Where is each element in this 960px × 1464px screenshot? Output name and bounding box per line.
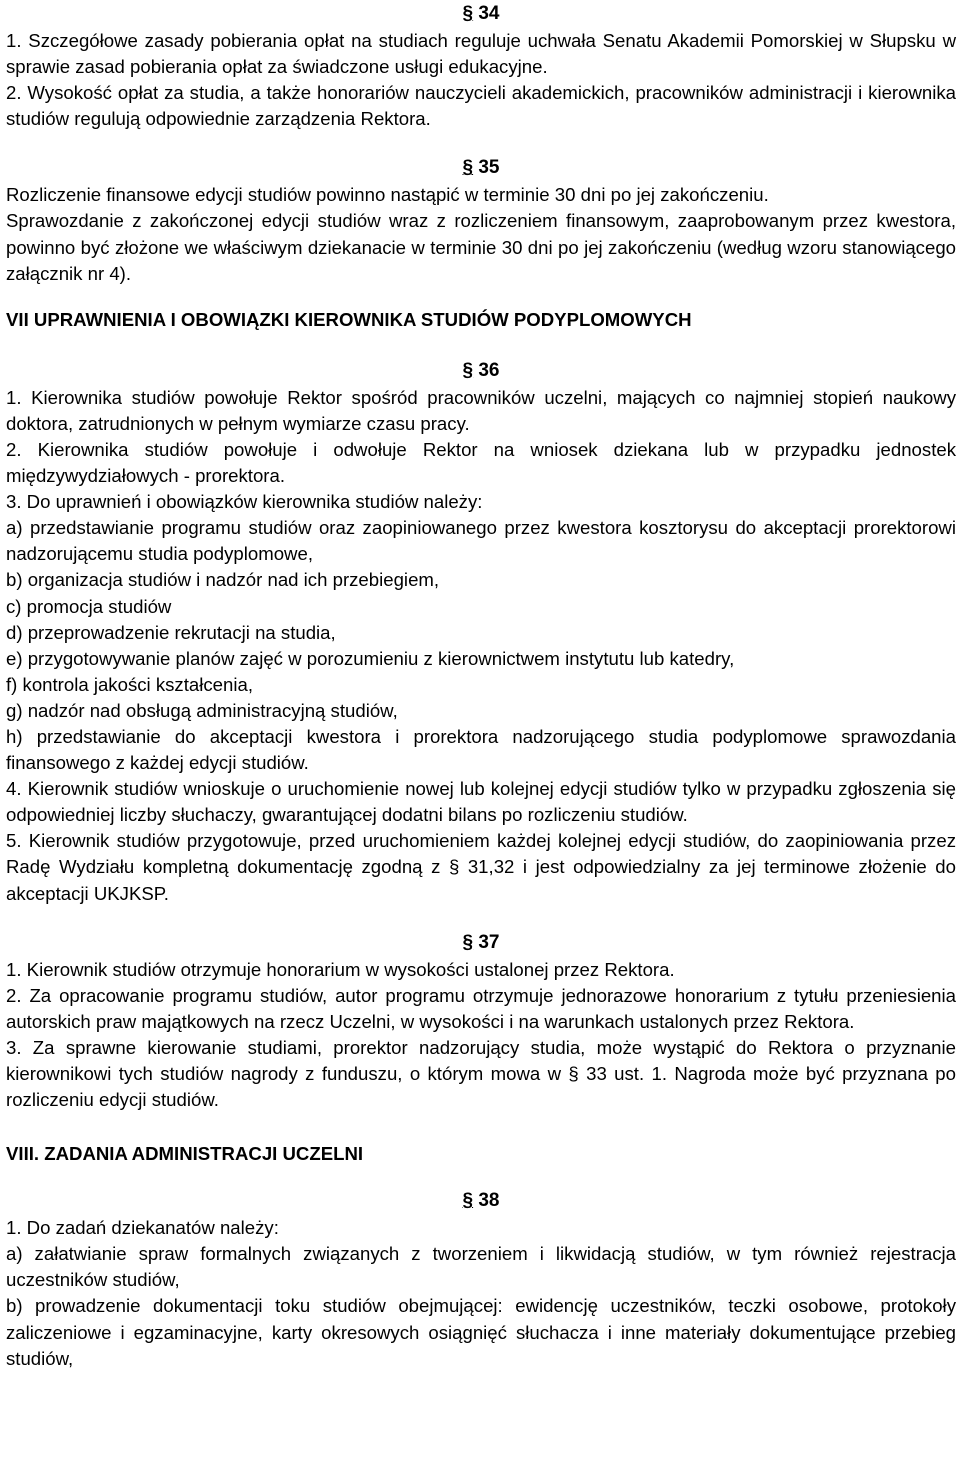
list-item: d) przeprowadzenie rekrutacji na studia, [6, 621, 336, 643]
paragraph-text: 5. Kierownik studiów przygotowuje, przed uruchomieniem każdej kolejnej edycji studiów, do zaopiniowania przez Radę Wydziału kompletną dokumentację zgodną z [6, 830, 956, 878]
paragraph: 2. Kierownika studiów powołuje i odwołuje Rektor na wniosek dziekana lub w przypadku jednostek międzywydziałowych - prorektora. [6, 438, 956, 487]
section-sign: § [462, 931, 474, 953]
list-item: e) przygotowywanie planów zajęć w porozumieniu z kierownictwem instytutu lub katedry, [6, 647, 735, 669]
section-sign: § [448, 856, 460, 878]
section-heading-35 [6, 154, 956, 182]
paragraph-text: 33 ust. 1. Nagroda może być przyznana po rozliczeniu edycji studiów. [6, 1063, 956, 1111]
paragraph: 1. Kierownika studiów powołuje Rektor spośród pracowników uczelni, mających co najmniej stopień naukowy doktora, zatrudnionych w pełnym wymiarze czasu pracy. [6, 386, 956, 434]
section-sign: § [462, 3, 474, 24]
paragraph: Rozliczenie finansowe edycji studiów powinno nastąpić w terminie 30 dni po jej zakończeniu. [6, 184, 769, 206]
list-item: a) załatwianie spraw formalnych związanych z tworzeniem i likwidacją studiów, w tym również rejestracja uczestników studiów, [6, 1243, 956, 1291]
list-item: h) przedstawianie do akceptacji kwestora i prorektora nadzorującego studia podyplomowe sprawozdania finansowego z każdej edycji studiów. [6, 725, 956, 774]
paragraph: 1. Kierownik studiów otrzymuje honorarium w wysokości ustalonej przez Rektora. [6, 958, 675, 980]
paragraph-text: 31,32 i jest odpowiedzialny za jej terminowe złożenie do akceptacji UKJKSP. [6, 856, 956, 904]
section-sign: § [462, 157, 474, 179]
paragraph [6, 1035, 956, 1113]
paragraph: 4. Kierownik studiów wnioskuje o uruchomienie nowej lub kolejnej edycji studiów tylko w przypadku zgłoszenia się odpowiedniej liczby słuchaczy, gwarantującej dodatni bilans po rozliczeniu studiów. [6, 778, 956, 826]
section-heading-34 [6, 0, 956, 28]
list-item: g) nadzór nad obsługą administracyjną studiów, [6, 699, 398, 721]
paragraph: 2. Wysokość opłat za studia, a także honorariów nauczycieli akademickich, pracowników administracji i kierownika studiów regulują odpowiednie zarządzenia Rektora. [6, 82, 956, 130]
section-number: 34 [478, 3, 500, 24]
section-number: 36 [478, 359, 500, 381]
paragraph: 2. Za opracowanie programu studiów, autor programu otrzymuje jednorazowe honorarium z tytułu przeniesienia autorskich praw majątkowych na rzecz Uczelni, w wysokości i na warunkach ustalonych przez Rektora. [6, 984, 956, 1032]
list-item: b) organizacja studiów i nadzór nad ich przebiegiem, [6, 569, 440, 591]
section-sign: § [462, 359, 474, 381]
paragraph [6, 828, 956, 906]
list-item: f) kontrola jakości kształcenia, [6, 673, 253, 695]
paragraph: 3. Do uprawnień i obowiązków kierownika studiów należy: [6, 491, 483, 513]
list-item: a) przedstawianie programu studiów oraz zaopiniowanego przez kwestora kosztorysu do akceptacji prorektorowi nadzorującemu studia podyplomowe, [6, 517, 956, 565]
list-item: c) promocja studiów [6, 595, 172, 617]
paragraph: 1. Do zadań dziekanatów należy: [6, 1217, 279, 1239]
paragraph-text: 3. Za sprawne kierowanie studiami, prorektor nadzorujący studia, może wystąpić do Rektora o przyznanie kierownikowi tych studiów nagrody z funduszu, o którym mowa w [6, 1036, 956, 1084]
section-heading-36 [6, 357, 956, 385]
section-heading-38 [6, 1187, 956, 1215]
document-page [6, 0, 956, 1372]
list-item: b) prowadzenie dokumentacji toku studiów obejmującej: ewidencję uczestników, teczki osobowe, protokoły zaliczeniowe i egzaminacyjne, karty okresowych osiągnięć słuchacza i inne materiały dokumentujące przebieg studiów, [6, 1295, 956, 1369]
section-number: 38 [478, 1190, 500, 1212]
section-heading-37 [6, 929, 956, 957]
section-sign: § [568, 1063, 579, 1084]
section-number: 35 [478, 157, 500, 179]
paragraph: 1. Szczegółowe zasady pobierania opłat na studiach reguluje uchwała Senatu Akademii Pomorskiej w Słupsku w sprawie zasad pobierania opłat za świadczone usługi edukacyjne. [6, 30, 956, 78]
paragraph: Sprawozdanie z zakończonej edycji studiów wraz z rozliczeniem finansowym, zaaprobowanym przez kwestora, powinno być złożone we właściwym dziekanacie w terminie 30 dni po jej zakończeniu (według wzoru stanowiącego załącznik nr 4). [6, 210, 956, 284]
section-number: 37 [478, 931, 500, 953]
section-sign: § [462, 1190, 474, 1212]
chapter-heading: VII UPRAWNIENIA I OBOWIĄZKI KIEROWNIKA STUDIÓW PODYPLOMOWYCH [6, 308, 692, 330]
chapter-heading: VIII. ZADANIA ADMINISTRACJI UCZELNI [6, 1143, 364, 1165]
